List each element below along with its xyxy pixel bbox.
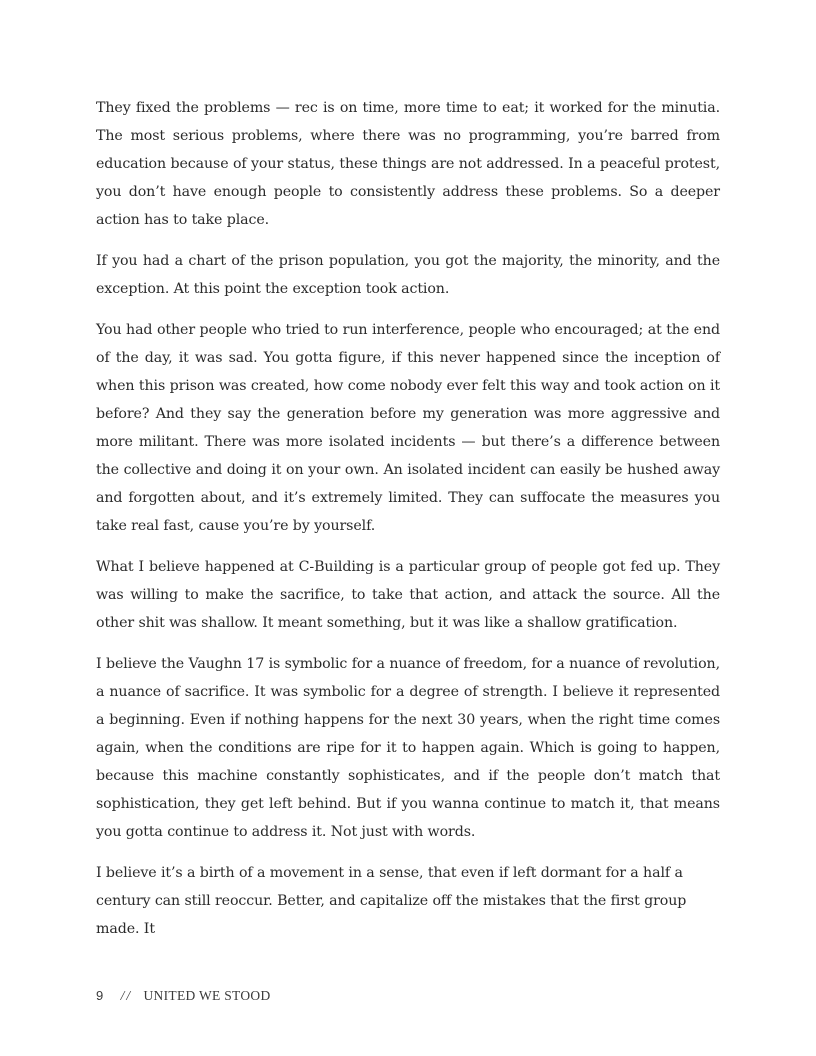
paragraph-3: You had other people who tried to run interference, people who encouraged; at the end of the day, it was sad. You gotta figure, if this never happened since the inception of when this prison was created, how come nobody ever felt this way and took action on it before? And they say the generation before my generation was more aggressive and more militant. There was more isolated incidents — but there’s a difference between the collective and doing it on your own. An isolated incident can easily be hushed away and forgotten about, and it’s extremely limited. They can suffocate the measures you take real fast, cause you’re by yourself. (96, 322, 720, 534)
page-footer (96, 988, 271, 1004)
publication-title: UNITED WE STOOD (143, 988, 271, 1003)
footer-separator: // (120, 988, 133, 1003)
paragraph-5: I believe the Vaughn 17 is symbolic for a nuance of freedom, for a nuance of revolution, a nuance of sacrifice. It was symbolic for a degree of strength. I believe it represented a beginning. Even if nothing happens for the next 30 years, when the right time comes again, when the conditions are ripe for it to happen again. Which is going to happen, because this machine constantly sophisticates, and if the people don’t match that sophistication, they get left behind. But if you wanna continue to match it, that means you gotta continue to address it. Not just with words. (96, 656, 720, 840)
paragraph-6: I believe it’s a birth of a movement in a sense, that even if left dormant for a half a century can still reoccur. Better, and capitalize off the mistakes that the first group made. It (96, 865, 687, 937)
paragraph-2: If you had a chart of the prison population, you got the majority, the minority, and the exception. At this point the exception took action. (96, 253, 720, 297)
page-number: 9 (96, 988, 104, 1003)
paragraph-1: They fixed the problems — rec is on time, more time to eat; it worked for the minutia. The most serious problems, where there was no programming, you’re barred from education because of your status, these things are not addressed. In a peaceful protest, you don’t have enough people to consistently address these problems. So a deeper action has to take place. (96, 100, 720, 228)
paragraph-4: What I believe happened at C-Building is a particular group of people got fed up. They was willing to make the sacrifice, to take that action, and attack the source. All the other shit was shallow. It meant something, but it was like a shallow gratification. (96, 559, 720, 631)
page-body (96, 94, 720, 956)
